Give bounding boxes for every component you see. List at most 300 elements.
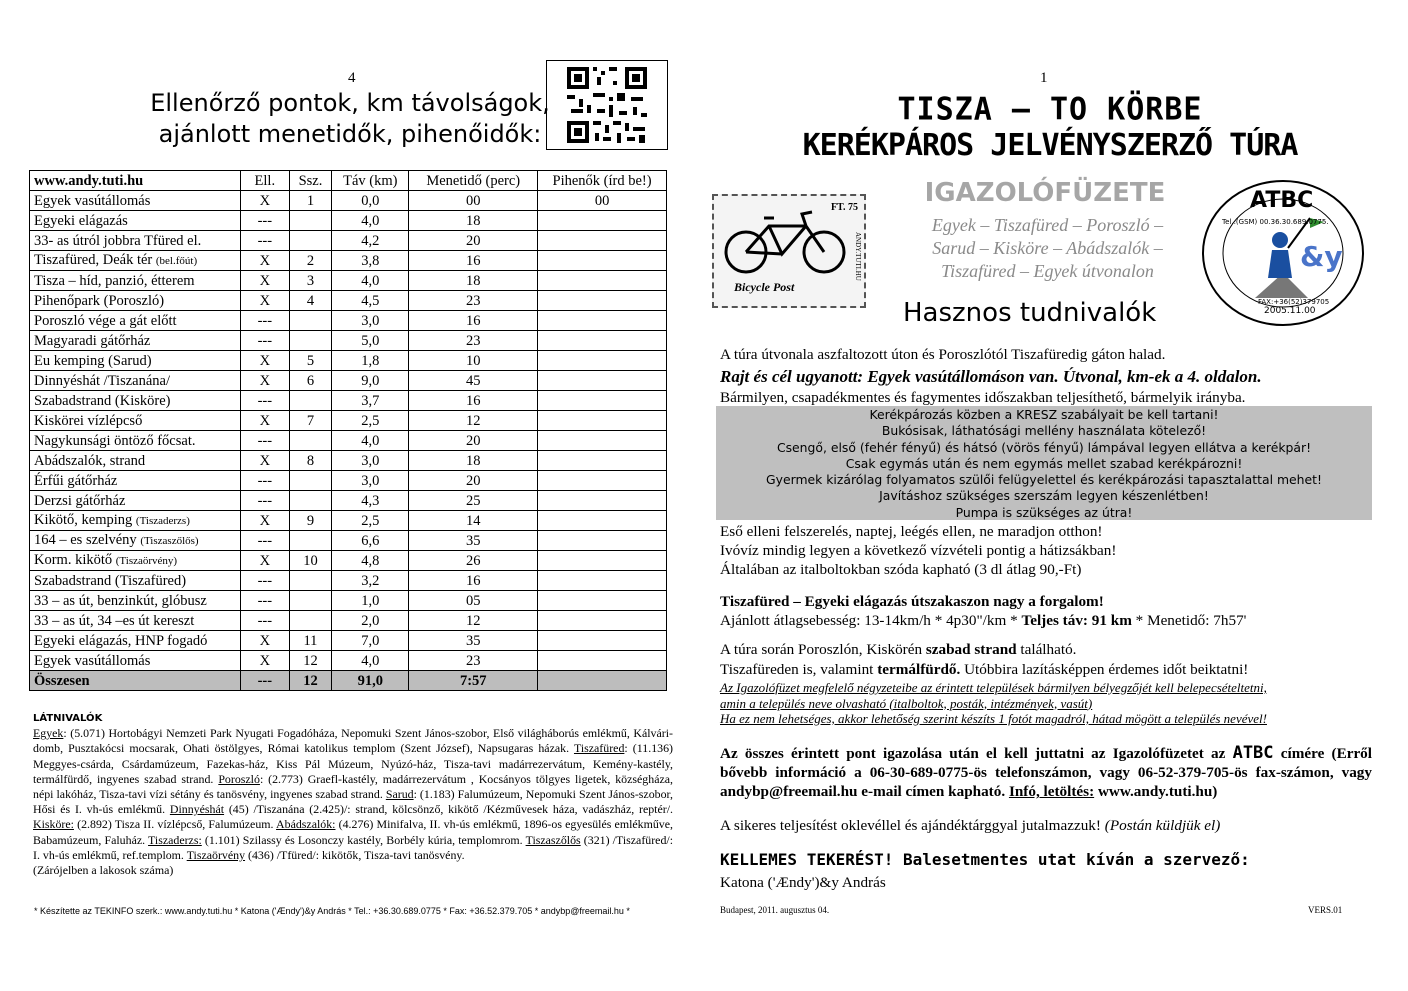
town-text: : (2.773) Graefl-kastély, madárrezervátum , Kocsányos tölgyes ligetek, községháza, népi lakóház, Tisza-tavi vízi sétány és tanösvény, ingyenes szabad strand.: [33, 771, 673, 802]
checkpoint-note: (bel.főút): [155, 255, 198, 267]
table-row: [30, 471, 667, 491]
cell-text: Derzsi gátőrház: [34, 492, 126, 509]
table-cell: [409, 531, 538, 551]
cell-text: 35: [465, 632, 481, 649]
rule-line: Kerékpározás közben a KRESZ szabályait be kell tartani!: [869, 407, 1219, 422]
cell-text: 18: [465, 212, 481, 229]
cell-text: 4: [306, 292, 315, 309]
town-label: Tiszaszőlős: [525, 832, 581, 847]
table-cell: [538, 611, 667, 631]
cell-text: Érfűi gátőrház: [34, 472, 118, 489]
cell-text: Kiskörei vízlépcső: [34, 412, 143, 429]
cell-text: Tisza – híd, panzió, étterem: [34, 272, 195, 289]
town-text: (4.276) Minifalva, II. vh-ús emlékmű, 1896-os egyesülés emlékműve, Babamúzeum, Faluház.: [33, 817, 673, 847]
table-cell: [538, 331, 667, 351]
table-row: [30, 191, 667, 211]
total-cell: 7:57: [409, 671, 538, 691]
sights-text: [33, 726, 673, 863]
strand-text: A túra során Poroszlón, Kiskörén: [720, 641, 926, 658]
table-cell: [409, 211, 538, 231]
table-cell: [240, 391, 289, 411]
table-row: [30, 631, 667, 651]
cell-text: 9,0: [361, 372, 380, 389]
checkpoint-name: [30, 571, 241, 591]
cell-text: 26: [465, 552, 481, 569]
table-cell: [538, 651, 667, 671]
cell-text: 33 – as út, 34 –es út kereszt: [34, 612, 195, 629]
column-header: Pihenők (írd be!): [538, 171, 667, 191]
cell-text: Dinnyéshát /Tiszanána/: [34, 372, 170, 389]
cell-text: 12: [303, 652, 318, 669]
download-label: Infó, letöltés:: [1008, 783, 1095, 800]
table-cell: [538, 631, 667, 651]
stamp-instructions: [720, 680, 1380, 727]
cell-text: ---: [257, 392, 273, 409]
submission-paragraph: [720, 744, 1372, 801]
checkpoint-name: [30, 311, 241, 331]
table-cell: [332, 391, 409, 411]
cell-text: Egyeki elágazás, HNP fogadó: [34, 632, 208, 649]
cell-text: Szabadstrand (Kisköre): [34, 392, 171, 409]
total-time: * Menetidő: 7h57': [1131, 612, 1247, 629]
checkpoints-table: [29, 170, 667, 691]
town-label: Kisköre:: [33, 817, 74, 832]
table-cell: [332, 431, 409, 451]
route-line: Sarud – Kisköre – Abádszalók –: [932, 238, 1163, 258]
rule-line: Csak egymás után és nem egymás mellet szabad kerékpározni!: [845, 455, 1243, 471]
table-cell: [538, 571, 667, 591]
table-cell: [240, 611, 289, 631]
cell-text: 11: [303, 632, 318, 649]
table-cell: [409, 191, 538, 211]
cell-text: 3,7: [361, 392, 380, 409]
cell-text: 4,0: [361, 212, 380, 229]
table-cell: [332, 311, 409, 331]
checkpoint-note: (Tiszaderzs): [135, 515, 190, 527]
table-cell: [332, 491, 409, 511]
table-cell: [240, 551, 289, 571]
table-cell: [409, 511, 538, 531]
rule-line: Csengő, első (fehér fényű) és hátsó (vörös fényű) lámpával legyen ellátva a kerékpár!: [776, 439, 1312, 455]
table-cell: [538, 311, 667, 331]
cell-text: Magyaradi gátőrház: [34, 332, 151, 349]
total-distance: Teljes táv: 91 km: [1021, 612, 1132, 629]
table-cell: [538, 431, 667, 451]
cell-text: 16: [465, 392, 481, 409]
table-row: [30, 451, 667, 471]
table-cell: [409, 371, 538, 391]
cell-text: 4,0: [361, 652, 380, 669]
table-cell: [409, 391, 538, 411]
table-cell: [332, 571, 409, 591]
traffic-warning: Tiszafüred – Egyeki elágazás útszakaszon nagy a forgalom!: [720, 593, 1104, 610]
total-cell: [538, 671, 667, 691]
cell-text: 1,8: [361, 352, 380, 369]
strand-bold: szabad strand: [925, 641, 1017, 658]
cell-text: 33- as útról jobbra Tfüred el.: [34, 232, 202, 249]
table-cell: [240, 651, 289, 671]
cell-text: ---: [257, 612, 273, 629]
cell-text: Egyek vasútállomás: [34, 652, 151, 669]
strand-text-end: található.: [1016, 641, 1077, 658]
table-cell: [240, 451, 289, 471]
heading-line-2: ajánlott menetidők, pihenőidők:: [158, 120, 542, 148]
cell-text: X: [259, 452, 271, 469]
cell-text: Egyeki elágazás: [34, 212, 128, 229]
cell-text: X: [259, 632, 271, 649]
sights-note: (Zárójelben a lakosok száma): [33, 863, 174, 878]
table-cell: [409, 351, 538, 371]
cell-text: Szabadstrand (Tiszafüred): [34, 572, 187, 589]
cell-text: 2,0: [361, 612, 380, 629]
table-cell: [332, 351, 409, 371]
logo-date: 2005.11.00: [1264, 306, 1316, 316]
table-row: [30, 211, 667, 231]
stamp-caption: Bicycle Post: [734, 280, 795, 294]
table-cell: [409, 251, 538, 271]
speed-text: Ajánlott átlagsebesség: 13-14km/h * 4p30"/km *: [720, 612, 1022, 629]
table-cell: [332, 211, 409, 231]
table-cell: [332, 331, 409, 351]
cell-text: 18: [465, 452, 481, 469]
cell-text: ---: [257, 232, 273, 249]
town-label: Tiszafüred: [573, 741, 625, 756]
table-row: [30, 611, 667, 631]
table-cell: [289, 491, 332, 511]
heading-line-1: Ellenőrző pontok, km távolságok,: [150, 89, 550, 117]
table-cell: [332, 651, 409, 671]
checkpoint-name: [30, 611, 241, 631]
table-cell: [332, 371, 409, 391]
column-header: Ell.: [240, 171, 289, 191]
cell-text: 3,0: [361, 312, 380, 329]
table-cell: [240, 431, 289, 451]
cell-text: 8: [306, 452, 315, 469]
cell-text: Korm. kikötő: [34, 552, 113, 568]
total-cell: 91,0: [332, 671, 409, 691]
tip-line: Általában az italboltokban szóda kapható (3 dl átlag 90,-Ft): [720, 561, 1082, 578]
cell-text: Kikötő, kemping: [34, 512, 133, 528]
cell-text: 3,0: [361, 452, 380, 469]
table-cell: [538, 291, 667, 311]
table-row: [30, 231, 667, 251]
table-cell: [332, 591, 409, 611]
table-cell: [409, 431, 538, 451]
table-cell: [409, 651, 538, 671]
cell-text: 4,8: [361, 552, 380, 569]
cell-text: X: [259, 372, 271, 389]
cell-text: 7: [306, 412, 315, 429]
checkpoint-note: (Tiszaörvény): [115, 555, 178, 567]
table-cell: [240, 531, 289, 551]
checkpoint-name: [30, 451, 241, 471]
table-cell: [409, 271, 538, 291]
cell-text: 14: [465, 512, 481, 529]
cell-text: 4,3: [361, 492, 380, 509]
rule-line: Gyermek kizárólag folyamatos szülői felügyelettel és kerékpározási tapasztalattal mehet!: [766, 472, 1322, 488]
town-text: : (5.071) Hortobágyi Nemzeti Park Nyugati Fogadóháza, Nepomuki Szent János-szobor, Első világháborús emlékmű, Kálvári-domb, Pusztakócsi mocsarak, Ohati östölgyes, Római katolikus templom (Szent József), Napsugaras házak.: [33, 726, 673, 756]
table-cell: [289, 551, 332, 571]
cell-text: 33 – as út, benzinkút, glóbusz: [34, 592, 207, 609]
table-cell: [538, 531, 667, 551]
cell-text: 2: [306, 252, 315, 269]
table-cell: [289, 531, 332, 551]
cell-text: ---: [257, 472, 273, 489]
table-row: [30, 511, 667, 531]
town-text: : (11.136) Meggyes-csárda, Csárdamúzeum, Fazekas-ház, Kiss Pál Múzeum, Nyúzó-ház, Tisza-tavi madárrezervátum, Kemény-kastély, termálfürdő, ingyenes szabad strand.: [33, 741, 673, 786]
checkpoint-name: [30, 231, 241, 251]
reward-line: [720, 816, 1380, 835]
table-cell: [240, 251, 289, 271]
cell-text: 164 – es szelvény: [34, 532, 137, 548]
cell-text: 3,2: [361, 572, 380, 589]
table-cell: [538, 411, 667, 431]
table-row: [30, 271, 667, 291]
thermal-line: [720, 660, 1380, 679]
table-cell: [289, 331, 332, 351]
table-cell: [409, 311, 538, 331]
cell-text: 35: [465, 532, 481, 549]
cell-text: 2,5: [361, 512, 380, 529]
left-footer: * Készítette az TEKINFO szerk.: www.andy.tuti.hu * Katona ('Ændy')&y András * Tel.: +36.30.689.0775 * Fax: +36.52.379.705 * andybp@freemail.hu *: [34, 906, 630, 916]
cell-text: 16: [465, 312, 481, 329]
reward-note: (Postán küldjük el): [1104, 817, 1221, 834]
table-cell: [240, 331, 289, 351]
column-header: www.andy.tuti.hu: [30, 171, 241, 191]
route-line: Tiszafüred – Egyek útvonalon: [941, 261, 1154, 281]
closing-greeting: KELLEMES TEKERÉST! Balesetmentes utat kíván a szervező:: [720, 850, 1250, 869]
checkpoint-name: [30, 211, 241, 231]
table-cell: [538, 391, 667, 411]
cell-text: ---: [257, 492, 273, 509]
route-description: [905, 214, 1190, 283]
cell-text: ---: [257, 572, 273, 589]
thermal-bold: termálfürdő.: [877, 661, 961, 678]
town-label: Egyek: [33, 726, 64, 741]
cell-text: X: [259, 552, 271, 569]
table-cell: [240, 591, 289, 611]
table-cell: [332, 631, 409, 651]
table-cell: [332, 191, 409, 211]
table-cell: [538, 471, 667, 491]
route-line: Egyek – Tiszafüred – Poroszló –: [931, 215, 1164, 235]
table-row: [30, 571, 667, 591]
town-text: (1.101) Szilassy és Losonczy kastély, Borbély kúria, templomrom.: [201, 832, 523, 847]
start-finish-line: Rajt és cél ugyanott: Egyek vasútállomáson van. Útvonal, km-ek a 4. oldalon.: [720, 367, 1262, 386]
instruction-line: Az Igazolófüzet megfelelő négyzeteibe az érintett települések bármilyen bélyegzőjét kell belepecsételtetni,: [720, 680, 1267, 695]
table-cell: [409, 491, 538, 511]
table-cell: [289, 511, 332, 531]
table-cell: [332, 511, 409, 531]
town-text: (45) /Tiszanána (2.425)/: strand, kölcsönző, kikötő /Kézművesek háza, vadászház, reptér/.: [224, 802, 673, 817]
season-line: Bármilyen, csapadékmentes és fagymentes időszakban teljesíthető, bármelyik irányba.: [720, 389, 1246, 406]
table-cell: [289, 611, 332, 631]
cell-text: 2,5: [361, 412, 380, 429]
stamp-side-text: ANDY.TUTI.HU: [854, 232, 862, 281]
town-text: (2.892) Tisza II. vízlépcső, Falumúzeum.: [73, 817, 274, 832]
table-cell: [289, 271, 332, 291]
checkpoint-name: [30, 411, 241, 431]
table-header-row: [30, 171, 667, 191]
table-row: [30, 331, 667, 351]
cell-text: 0,0: [361, 192, 380, 209]
sights-title: LÁTNIVALÓK: [33, 713, 103, 724]
logo-fax: FAX:+36(52)379705: [1258, 298, 1330, 306]
column-header: Táv (km): [332, 171, 409, 191]
table-cell: [240, 271, 289, 291]
table-cell: [289, 191, 332, 211]
table-cell: [409, 571, 538, 591]
checkpoint-name: [30, 251, 241, 271]
cell-text: 23: [465, 652, 481, 669]
table-cell: [332, 251, 409, 271]
table-cell: [240, 411, 289, 431]
table-row: [30, 371, 667, 391]
cell-text: X: [259, 352, 271, 369]
table-cell: [409, 231, 538, 251]
table-cell: [538, 191, 667, 211]
table-row: [30, 531, 667, 551]
checkpoint-name: [30, 551, 241, 571]
table-row: [30, 391, 667, 411]
table-cell: [240, 511, 289, 531]
table-cell: [332, 471, 409, 491]
cell-text: Poroszló vége a gát előtt: [34, 312, 177, 329]
cell-text: ---: [257, 432, 273, 449]
total-cell: 12: [289, 671, 332, 691]
table-cell: [409, 331, 538, 351]
table-cell: [289, 211, 332, 231]
table-cell: [538, 451, 667, 471]
table-cell: [289, 251, 332, 271]
total-row: [30, 671, 667, 691]
cell-text: Eu kemping (Sarud): [34, 352, 152, 369]
rule-line: Pumpa is szükséges az útra!: [955, 504, 1133, 520]
table-cell: [289, 431, 332, 451]
table-cell: [538, 211, 667, 231]
cell-text: 12: [465, 612, 481, 629]
cell-text: X: [259, 292, 271, 309]
table-cell: [240, 471, 289, 491]
table-cell: [289, 631, 332, 651]
cell-text: 16: [465, 572, 481, 589]
cell-text: 25: [465, 492, 481, 509]
cell-text: ---: [257, 332, 273, 349]
rule-line: Bukósisak, láthatósági mellény használata kötelező!: [881, 423, 1207, 439]
cell-text: 12: [465, 412, 481, 429]
checkpoint-name: [30, 271, 241, 291]
checkpoint-note: (Tiszaszőlős): [140, 535, 199, 547]
cell-text: 3,0: [361, 472, 380, 489]
table-cell: [332, 291, 409, 311]
cell-text: 9: [306, 512, 315, 529]
table-row: [30, 291, 667, 311]
table-cell: [240, 211, 289, 231]
cell-text: 5: [306, 352, 315, 369]
table-row: [30, 491, 667, 511]
table-cell: [240, 351, 289, 371]
table-cell: [289, 231, 332, 251]
reward-text: A sikeres teljesítést oklevéllel és ajándéktárggyal jutalmazzuk!: [720, 817, 1105, 834]
cell-text: X: [259, 192, 271, 209]
qr-code-icon: [547, 61, 667, 149]
submission-text: Az összes érintett pont igazolása után el kell juttatni az Igazolófüzetet az: [720, 745, 1233, 762]
table-row: [30, 351, 667, 371]
author-name: Katona ('Ændy')&y András: [720, 874, 886, 891]
cell-text: X: [259, 272, 271, 289]
instruction-line: amin a település neve olvasható (italboltok, posták, intézmények, vasút): [720, 695, 1093, 711]
table-cell: [538, 351, 667, 371]
title-line-2: KERÉKPÁROS JELVÉNYSZERZŐ TÚRA: [802, 128, 1298, 163]
cell-text: Egyek vasútállomás: [34, 192, 151, 209]
table-cell: [409, 631, 538, 651]
total-cell: ---: [240, 671, 289, 691]
table-cell: [538, 231, 667, 251]
cell-text: 3,8: [361, 252, 380, 269]
version-label: VERS.01: [1308, 905, 1343, 915]
cell-text: ---: [257, 532, 273, 549]
checkpoint-name: [30, 351, 241, 371]
cell-text: 00: [594, 192, 610, 209]
checkpoint-name: [30, 531, 241, 551]
checkpoint-name: [30, 291, 241, 311]
cell-text: Tiszafüred, Deák tér: [34, 252, 153, 268]
table-cell: [289, 291, 332, 311]
cell-text: 00: [465, 192, 481, 209]
table-cell: [332, 551, 409, 571]
cell-text: 1: [306, 192, 315, 209]
cell-text: X: [259, 652, 271, 669]
checkpoint-name: [30, 631, 241, 651]
table-row: [30, 431, 667, 451]
town-label: Abádszalók:: [276, 817, 336, 832]
page-number-right: 1: [1040, 70, 1048, 86]
sights-section: [33, 711, 673, 878]
checkpoint-name: [30, 591, 241, 611]
cell-text: 4,0: [361, 432, 380, 449]
column-header: Ssz.: [289, 171, 332, 191]
table-cell: [538, 371, 667, 391]
table-cell: [289, 451, 332, 471]
town-label: Tiszaderzs:: [148, 832, 202, 847]
intro-line: A túra útvonala aszfaltozott úton és Poroszlótól Tiszafüredig gáton halad.: [720, 346, 1166, 363]
cell-text: X: [259, 412, 271, 429]
table-row: [30, 411, 667, 431]
town-label: Poroszló: [218, 771, 260, 786]
cell-text: 20: [465, 232, 481, 249]
town-text: (436) /Tfüred/: kikötők, Tisza-tavi tanösvény.: [245, 847, 465, 862]
submission-contact: címére (Erről bővebb információ a 06-30-689-0775-ös telefonszámon, vagy 06-52-379-705-ös fax-számon, vagy andybp@freemail.hu e-mail címen kapható.: [720, 745, 1373, 800]
town-label: Dinnyéshát: [169, 802, 225, 817]
tip-line: Ivóvíz mindig legyen a következő vízvételi pontig a hátizsákban!: [720, 542, 1117, 559]
checkpoint-name: [30, 331, 241, 351]
table-cell: [289, 591, 332, 611]
table-cell: [289, 471, 332, 491]
table-cell: [538, 551, 667, 571]
tip-line: Eső elleni felszerelés, naptej, leégés ellen, ne maradjon otthon!: [720, 523, 1103, 540]
cell-text: ---: [257, 312, 273, 329]
table-row: [30, 651, 667, 671]
cell-text: 4,0: [361, 272, 380, 289]
thermal-text-end: Utóbbira lazításképpen érdemes időt beiktatni!: [960, 661, 1249, 678]
cell-text: Nagykunsági öntöző főcsat.: [34, 432, 196, 449]
table-cell: [538, 511, 667, 531]
table-cell: [538, 491, 667, 511]
cell-text: 20: [465, 432, 481, 449]
table-cell: [409, 411, 538, 431]
table-cell: [409, 471, 538, 491]
table-cell: [409, 591, 538, 611]
